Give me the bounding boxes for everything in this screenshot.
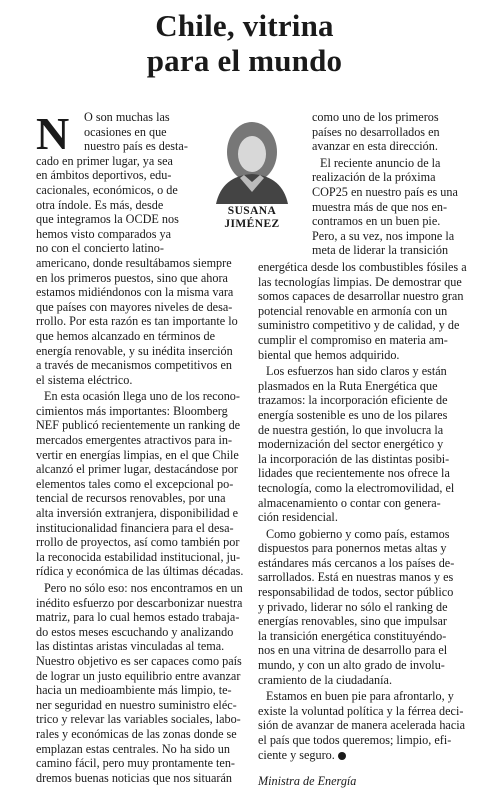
text-line: somos capaces de desarrollar nuestro gran	[258, 289, 464, 304]
text-line: rrollo. Por esta razón es tan importante lo	[36, 314, 238, 329]
text-line: meta de liderar la transición	[312, 243, 449, 258]
text-line: hemos visto comparados ya	[36, 226, 172, 241]
headline	[0, 8, 489, 78]
text-line: cramiento de la ciudadanía.	[258, 672, 392, 687]
text-line: nos en una vitrina de desarrollo para el	[258, 643, 448, 658]
text-line: Como gobierno y como país, estamos	[266, 526, 450, 541]
text-line: tencial de recursos renovables, por una	[36, 491, 226, 506]
text-line: americano, donde resultábamos siempre	[36, 255, 232, 270]
text-line: camino fácil, pero muy prontamente ten-	[36, 756, 235, 771]
text-line: y privado, liderar no sólo el ranking de	[258, 599, 448, 614]
text-line: cumplir el compromiso en materia am-	[258, 332, 448, 347]
text-line: En esta ocasión llega uno de los recono-	[44, 389, 240, 404]
text-line: el país que todos queremos; limpio, efi-	[258, 733, 452, 747]
text-line: O son muchas las	[84, 110, 170, 124]
text-line: energía sostenible es uno de los pilares	[258, 407, 448, 422]
text-line: mercados emergentes atractivos para in-	[36, 433, 233, 448]
text-line: que hemos alcanzado en términos de	[36, 328, 216, 343]
text-line: realización de la próxima	[312, 170, 436, 185]
text-line: almacenamiento o contar con genera-	[258, 495, 441, 510]
drop-cap: N	[36, 108, 70, 159]
text-line: cimientos más importantes: Bloomberg	[36, 403, 228, 418]
text-line: NEF publicó recientemente un ranking de	[36, 418, 241, 433]
text-line: ocasiones en que	[84, 124, 167, 139]
text-line: no con el concierto latino-	[36, 241, 164, 256]
text-line: rrollo de proyectos, así como también por	[36, 535, 240, 550]
text-line: modernización del sector energético y	[258, 437, 444, 452]
text-line: que países con mayores niveles de desa-	[36, 299, 233, 314]
text-line: países no desarrollados en	[312, 124, 440, 139]
text-line: energética desde los combustibles fósiles a	[258, 260, 467, 274]
text-line: estándares más cercanos a los países de-	[258, 555, 455, 570]
text-line: elementos tales como el excepcional po-	[36, 476, 234, 491]
text-line: la transición energética constituyéndo-	[258, 628, 447, 643]
text-line: emplazan estas centrales. No ha sido un	[36, 741, 230, 756]
text-line: sarrollados. Está en nuestras manos y es	[258, 570, 454, 585]
text-line: como uno de los primeros	[312, 110, 439, 124]
headline-line-2: para el mundo	[146, 43, 343, 78]
text-line: estamos midiéndonos con la misma vara	[36, 285, 234, 300]
text-line: que integramos la OCDE nos	[36, 212, 179, 227]
text-line: inédito esfuerzo por descarbonizar nuestra	[36, 595, 243, 610]
text-line: tecnología, como la electromovilidad, el	[258, 480, 455, 495]
text-line: las tecnologías limpias. De demostrar que	[258, 274, 462, 289]
text-line: rídica y económica de las últimas décadas.	[36, 564, 244, 579]
text-line: El reciente anuncio de la	[320, 155, 441, 170]
text-line: vertir en energías limpias, en el que Chile	[36, 447, 239, 462]
text-line: suministro competitivo y de calidad, y de	[258, 318, 460, 333]
text-line: a través de mecanismos competitivos en	[36, 358, 232, 373]
end-mark-icon	[338, 752, 346, 760]
headline-line-1: Chile, vitrina	[155, 8, 334, 43]
text-line: Pero, a su vez, nos impone la	[312, 228, 455, 243]
text-line: existe la voluntad política y la férrea deci-	[258, 703, 464, 718]
signature: Ministra de Energía	[258, 774, 357, 789]
text-line: en ámbitos deportivos, edu-	[36, 168, 172, 183]
text-line: cado en primer lugar, ya sea	[36, 153, 173, 168]
text-line: la incorporación de las distintas posibi-	[258, 451, 450, 466]
text-line: energías renovables, sino que impulsar	[258, 614, 447, 629]
text-line: Los esfuerzos han sido claros y están	[266, 364, 447, 379]
text-line: matriz, para lo cual hemos estado trabaja-	[36, 610, 240, 625]
author-last-name: JIMÉNEZ	[224, 218, 280, 230]
text-line: Pero no sólo eso: nos encontramos en un	[44, 581, 243, 595]
text-line: en los primeros puestos, sino que ahora	[36, 270, 228, 285]
text-line: trico y relevar las variables sociales, labo-	[36, 712, 241, 727]
text-line: de nuestra gestión, lo que involucra la	[258, 422, 444, 437]
right-column-top	[312, 110, 482, 258]
text-line: dremos buenas noticias que nos situarán	[36, 770, 232, 785]
text-line: potencial renovable en armonía con un	[258, 303, 448, 318]
text-line: hacia un medioambiente más limpio, te-	[36, 683, 232, 698]
text-line: do estos meses escuchando y analizando	[36, 624, 234, 639]
text-line: alcanzó el primer lugar, destacándose por	[36, 462, 238, 477]
text-line: el sistema eléctrico.	[36, 372, 133, 387]
right-column-bottom	[258, 260, 486, 789]
text-line: muestra más de que nos en-	[312, 199, 448, 214]
text-line: sión de avanzar de manera acelerada hacia	[258, 718, 466, 733]
text-line: cacionales, económicos, o de	[36, 182, 178, 197]
text-line: COP25 en nuestro país es una	[312, 184, 458, 199]
text-line: Estamos en buen pie para afrontarlo, y	[266, 689, 454, 704]
text-line: contramos en un buen pie.	[312, 214, 441, 229]
text-line: ner seguridad en nuestro suministro eléc-	[36, 697, 237, 712]
text-line: dispuestos para ponernos metas altas y	[258, 541, 447, 556]
text-line: la reconocida estabilidad institucional, ju-	[36, 549, 241, 564]
text-line: de lograr un justo equilibrio entre avanzar	[36, 668, 241, 683]
text-line: trazamos: la incorporación eficiente de	[258, 393, 448, 408]
text-line: plasmados en la Ruta Energética que	[258, 378, 438, 393]
text-line: rales y económicas de las zonas donde se	[36, 726, 237, 741]
text-line: institucionalidad financiera para el desa-	[36, 520, 234, 535]
text-line: otra índole. Es más, desde	[36, 197, 164, 212]
text-line: lidades que recientemente nos ofrece la	[258, 466, 450, 481]
text-line: avanzar en esta dirección.	[312, 139, 438, 154]
text-line: las distintas aristas vinculadas al tema.	[36, 639, 225, 654]
text-line: ción residencial.	[258, 510, 338, 525]
text-line: nuestro país es desta-	[84, 139, 188, 154]
text-line: energía renovable, y su inédita inserción	[36, 343, 233, 358]
text-line: biental que hemos adquirido.	[258, 347, 400, 362]
text-line: Nuestro objetivo es ser capaces como país	[36, 653, 242, 668]
text-line: responsabilidad de todos, sector público	[258, 585, 454, 600]
text-line: mundo, y con un alto grado de involu-	[258, 658, 445, 673]
text-line: ciente y seguro.	[258, 748, 486, 763]
author-first-name: SUSANA	[227, 205, 277, 217]
text-line: alta inversión extranjera, disponibilidad e	[36, 506, 239, 521]
